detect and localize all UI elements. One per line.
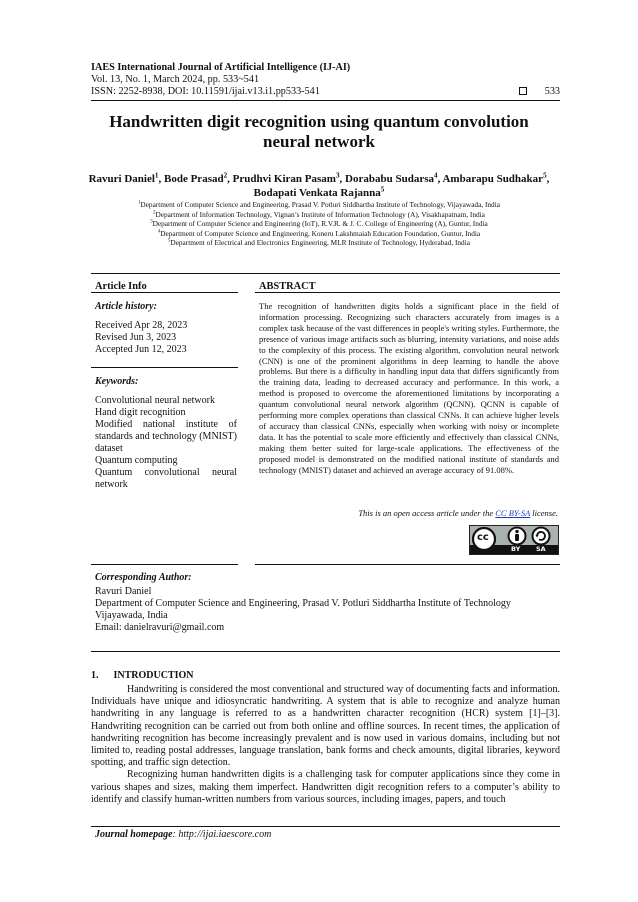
journal-homepage <box>95 829 271 840</box>
cc-by-sa-badge[interactable] <box>469 525 559 555</box>
homepage-url[interactable]: : http://ijai.iaescore.com <box>172 829 272 840</box>
keyword-list <box>95 395 237 491</box>
intro-heading: 1. INTRODUCTION <box>91 670 194 681</box>
homepage-label: Journal homepage <box>95 829 173 840</box>
abstract-text: The recognition of handwritten digits holds a significant place in the field of information processing. Recognizing such characters accurately from images is a complex task because of the vast differences in people's writing styles. Furthermore, the presence of various image artifacts such as blurring, intensity variations, and noise adds to the complexity of this process. The existing algorithm, convolution neural network (CNN) is one of the prominent algorithms in deep learning to handle the above problems. But there is a difficulty in handling input data that differs significantly from the training data, leading to decreased accuracy and performance. In this work, a method is proposed to overcome the aforementioned limitations by incorporating a quantum convolutional neural network algorithm (QCNN). QCNN is capable of performing more complex operations than classical CNNs. It can achieve higher levels of accuracy than classical CNNs, especially when working with noisy or incomplete data. It has the potential to scale more efficiently and effectively than classical CNNs, making them better suited for large-scale applications. The effectiveness of the proposed model is demonstrated on the modified national institute of standards and technology (MNIST) dataset and achieved an average accuracy of 91.08%. <box>259 301 559 475</box>
history-rule <box>91 367 238 368</box>
affiliation-line: $^3$Department of Computer Science and Engineering (IoT), R.V.R. & J. C. College of Engineering (A), Guntur, India <box>150 219 488 229</box>
author-name: Ambarapu Sudhakar <box>442 173 544 185</box>
paper-title <box>60 112 578 152</box>
received-date: Received Apr 28, 2023 <box>95 320 188 331</box>
title-line-2: neural network <box>263 132 375 151</box>
corresponding-author <box>95 586 565 634</box>
keyword: Quantum computing <box>95 455 178 466</box>
article-info-rule <box>91 292 238 293</box>
author-name: Bodapati Venkata Rajanna <box>253 187 381 199</box>
open-access-prefix: This is an open access article under the <box>358 508 496 518</box>
author-sup: 3 <box>335 171 340 180</box>
ca-rule-right <box>255 564 560 565</box>
author-name: Prudhvi Kiran Pasam <box>232 173 336 185</box>
revised-date: Revised Jun 3, 2023 <box>95 332 177 343</box>
affiliations <box>60 200 578 248</box>
author-sup: 5 <box>543 171 547 180</box>
author-name: Bode Prasad <box>164 173 224 185</box>
ca-rule-left <box>91 564 238 565</box>
info-top-rule <box>91 273 560 274</box>
affiliation-line: $^1$Department of Computer Science and Engineering, Prasad V. Potluri Siddhartha Institute of Technology, Vijayawada, India <box>138 200 500 209</box>
footer-rule <box>91 826 560 827</box>
ca-dept: Department of Computer Science and Engineering, Prasad V. Potluri Siddhartha Institute of Technology <box>95 598 511 609</box>
open-access-note <box>358 508 558 518</box>
checkbox-icon <box>519 87 527 95</box>
author-name: Dorababu Sudarsa <box>345 173 434 185</box>
keyword: Modified national institute of standards and technology (MNIST) dataset <box>95 419 237 454</box>
sa-label: SA <box>536 545 546 553</box>
intro-body <box>91 684 560 806</box>
license-link[interactable]: CC BY-SA <box>495 508 531 518</box>
keywords-heading: Keywords: <box>95 376 139 387</box>
journal-name: IAES International Journal of Artificial Intelligence (IJ-AI) <box>91 62 351 73</box>
header-rule <box>91 100 560 101</box>
page-number: 533 <box>544 86 560 97</box>
by-label: BY <box>511 545 521 553</box>
ca-city: Vijayawada, India <box>95 610 168 621</box>
affiliation-line: $^2$Department of Information Technology, Vignan’s Institute of Information Technology (A), Visakhapatnam, India <box>153 209 485 219</box>
corresponding-heading: Corresponding Author: <box>95 572 192 583</box>
intro-paragraph: Handwriting is considered the most conventional and structured way of documenting facts and information. Individuals have unique and idiosyncratic handwriting. A system that is able to recognize and analyze human handwriting in any language is referred to as a handwritten character recognition (HCR) system [1]–[3]. Handwriting recognition can be carried out from both online and offline sources. In recent times, the application of handwriting recognition has become increasingly prevalent and is now used in various domains, including but not limited to, reading postal addresses, language translation, bank forms and check amounts, digital libraries, keyword spotting, and traffic sign detection. <box>91 684 560 769</box>
history-heading: Article history: <box>95 301 157 312</box>
keyword: Convolutional neural network <box>95 395 215 406</box>
article-history <box>95 320 237 356</box>
article-info-heading: Article Info <box>95 281 147 292</box>
open-access-suffix: license. <box>530 508 558 518</box>
ca-email: Email: danielravuri@gmail.com <box>95 622 225 633</box>
affiliation-line: $^4$Department of Computer Science and Engineering, Koneru Lakshmaiah Education Foundation, Guntur, India <box>157 228 481 238</box>
author-sup: 2 <box>223 171 228 180</box>
author-sup: 5 <box>380 185 385 194</box>
author-list: Ravuri Daniel$^1$, Bode Prasad$^2$, Prudhvi Kiran Pasam$^3$, Dorababu Sudarsa$^4$, Ambarapu Sudhakar$^5$, Bodapati Venkata Rajanna$^5$ <box>88 171 550 199</box>
ca-bottom-rule <box>91 651 560 652</box>
affiliation-line: $^5$Department of Electrical and Electronics Engineering, MLR Institute of Technology, Hyderabad, India <box>168 238 470 248</box>
intro-paragraph: Recognizing human handwritten digits is a challenging task for computer applications since they come in various shapes and sizes, making them imperfect. Handwritten digit recognition refers to a computer’s ability to identify and classify human-written numbers from various sources, including images, papers, and touch <box>91 769 560 805</box>
keyword: Quantum convolutional neural network <box>95 467 237 490</box>
author-sup: 4 <box>434 171 438 180</box>
keyword: Hand digit recognition <box>95 407 186 418</box>
abstract-rule <box>255 292 560 293</box>
journal-issn: ISSN: 2252-8938, DOI: 10.11591/ijai.v13.i1.pp533-541 <box>91 86 320 97</box>
accepted-date: Accepted Jun 12, 2023 <box>95 344 187 355</box>
cc-label: cc <box>477 532 489 543</box>
abstract-heading: ABSTRACT <box>259 281 316 292</box>
title-line-1: Handwritten digit recognition using quantum convolution <box>109 112 529 131</box>
author-name: Ravuri Daniel <box>88 173 155 185</box>
author-sup: 1 <box>154 171 159 180</box>
ca-name: Ravuri Daniel <box>95 586 152 597</box>
journal-volume: Vol. 13, No. 1, March 2024, pp. 533~541 <box>91 74 260 85</box>
